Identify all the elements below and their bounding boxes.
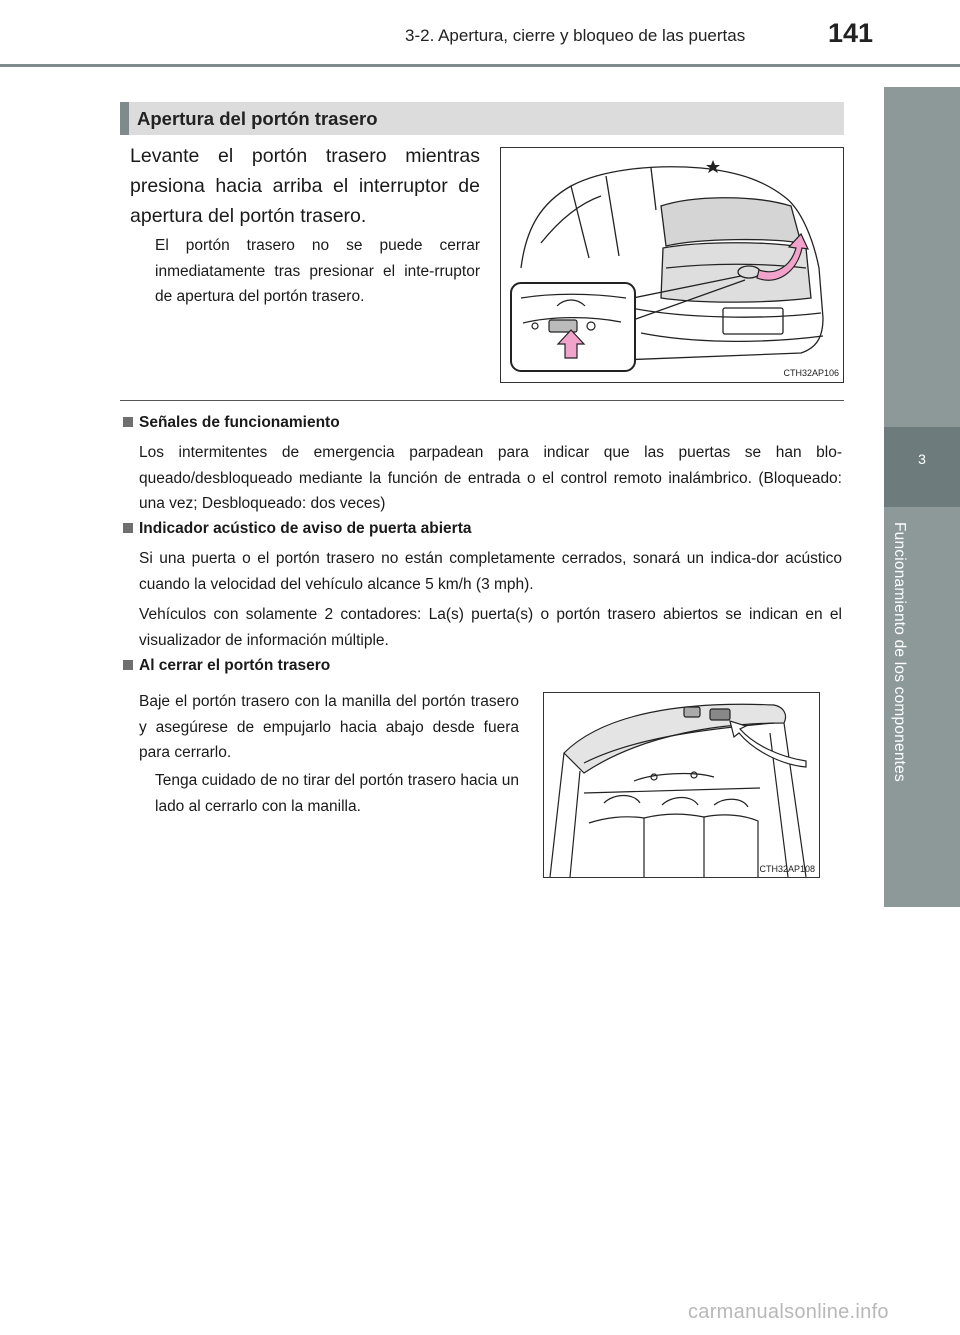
- subsection-note: Tenga cuidado de no tirar del portón trasero hacia un lado al cerrarlo con la manilla.: [155, 772, 519, 815]
- subsection-paragraph: Baje el portón trasero con la manilla del portón trasero y asegúrese de empujarlo hacia abajo desde fuera para cerrarlo.: [139, 693, 519, 761]
- open-tailgate-illustration: [544, 693, 819, 877]
- subsection-paragraph: Si una puerta o el portón trasero no están completamente cerrados, sonará un indica-dor acústico cuando la velocidad del vehículo alcance 5 km/h (3 mph).: [139, 550, 842, 593]
- chapter-label: Funcionamiento de los componentes: [891, 522, 908, 782]
- bullet-square-icon: [123, 417, 133, 427]
- intro-note: El portón trasero no se puede cerrar inmediatamente tras presionar el inte-rruptor de apertura del portón trasero.: [155, 237, 480, 305]
- side-tab-upper: [884, 87, 960, 427]
- subsection-heading-closing-tailgate: Al cerrar el portón trasero: [123, 657, 330, 675]
- subsection-paragraph: Los intermitentes de emergencia parpadean para indicar que las puertas se han blo-queado/desbloqueado mediante la función de entrada o el control remoto inalámbrico. (Bloqueado: una vez; Desbloqueado: dos veces): [139, 444, 842, 512]
- page-number: 141: [828, 18, 874, 48]
- figure-code: CTH32AP108: [759, 864, 815, 874]
- section-heading-bar: [120, 102, 129, 135]
- side-tab-chapter-number: [884, 427, 960, 507]
- figure-code: CTH32AP106: [783, 368, 839, 378]
- intro-instruction: Levante el portón trasero mientras presiona hacia arriba el interruptor de apertura del portón trasero.: [130, 145, 480, 227]
- subsection-heading-signals: Señales de funcionamiento: [123, 414, 340, 432]
- figure-tailgate-opener: [500, 147, 844, 383]
- bullet-square-icon: [123, 660, 133, 670]
- subsection-heading-door-buzzer: Indicador acústico de aviso de puerta abierta: [123, 520, 472, 538]
- section-heading: [120, 102, 844, 135]
- subsection-paragraph: Vehículos con solamente 2 contadores: La(s) puerta(s) o portón trasero abiertos se indican en el visualizador de información múltiple.: [139, 606, 842, 649]
- header-section-title: 3-2. Apertura, cierre y bloqueo de las puertas: [405, 26, 746, 45]
- section-heading-text: Apertura del portón trasero: [137, 108, 378, 129]
- chapter-number: 3: [918, 451, 926, 467]
- header-rule: [0, 64, 960, 67]
- watermark: carmanualsonline.info: [688, 1301, 889, 1323]
- car-rear-illustration: [501, 148, 843, 382]
- bullet-square-icon: [123, 523, 133, 533]
- figure-tailgate-handle: [543, 692, 820, 878]
- section-divider: [120, 400, 844, 401]
